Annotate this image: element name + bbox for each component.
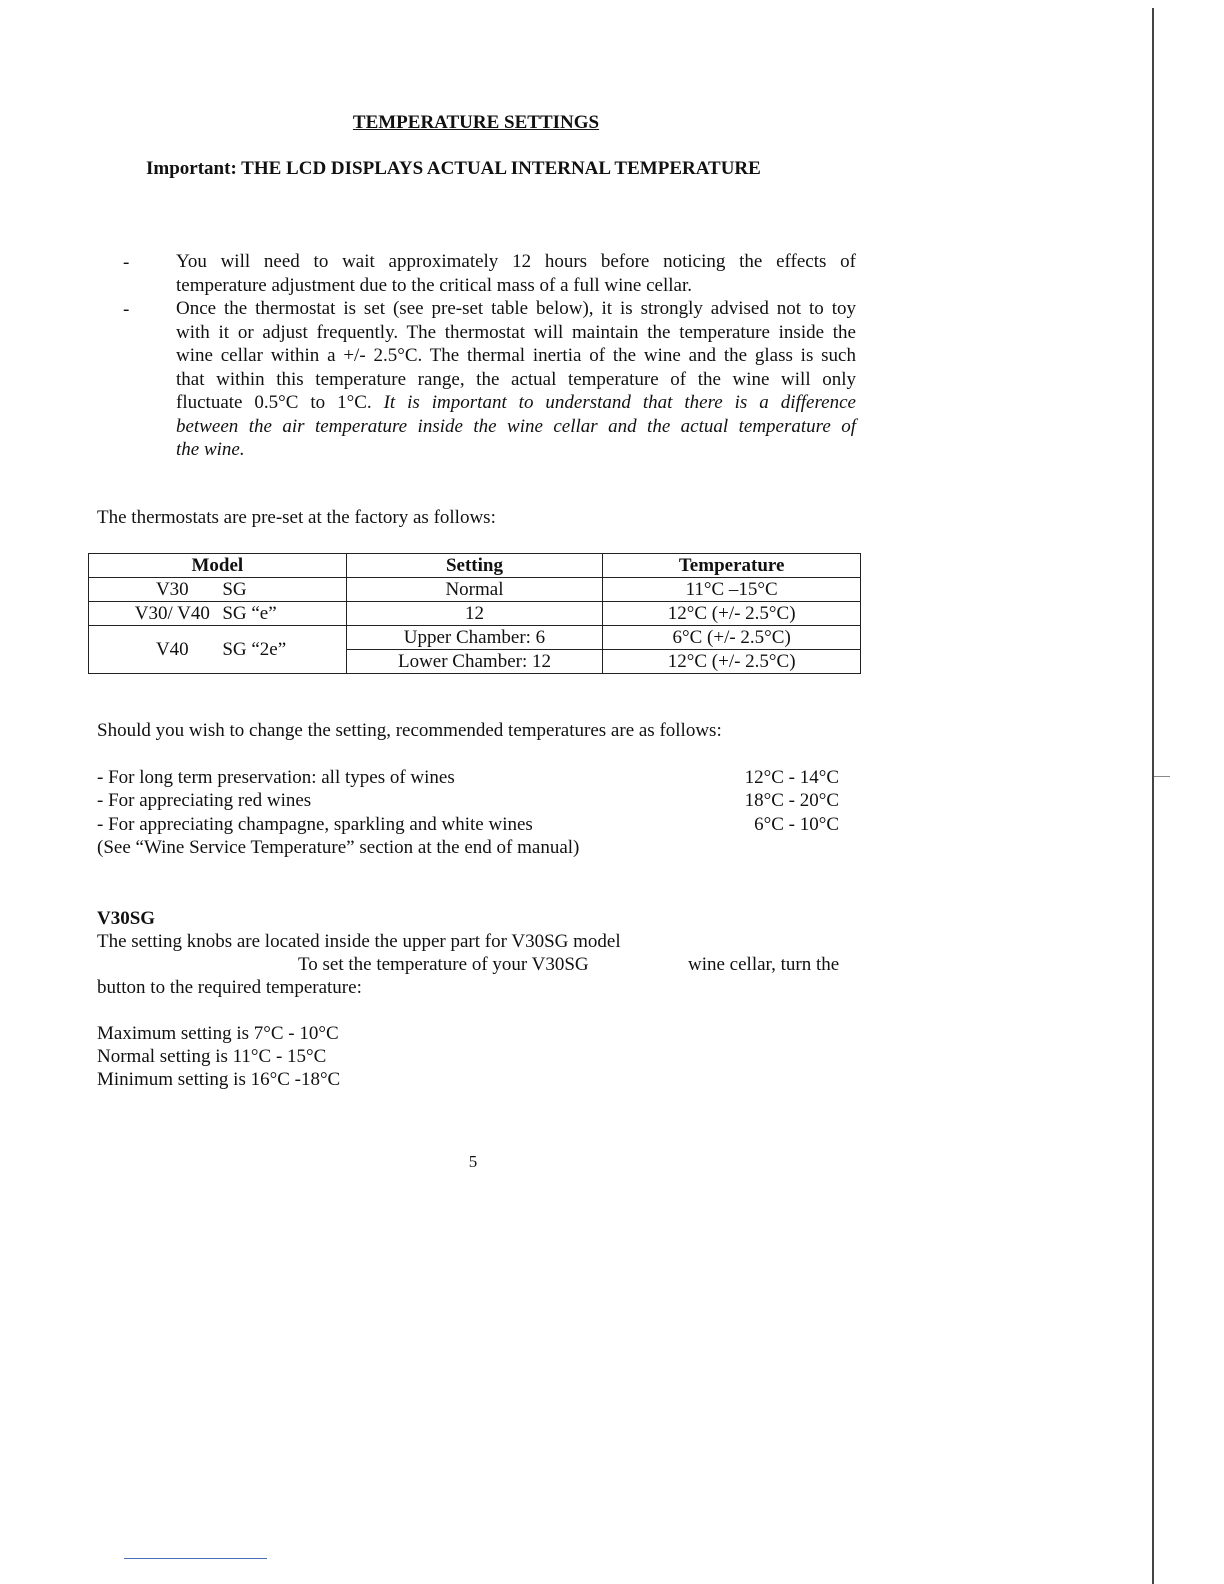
model-cell [89, 602, 347, 626]
paragraph-line: temperature adjustment due to the critical mass of a full wine cellar. [176, 274, 692, 296]
paragraph-line: You will need to wait approximately 12 hours before noticing the effects of [176, 251, 856, 272]
paragraph-line: Once the thermostat is set (see pre-set table below), it is strongly advised not to toy [176, 298, 856, 319]
table-intro: The thermostats are pre-set at the factory as follows: [97, 507, 496, 528]
header-model: Model [89, 554, 347, 578]
table-row [89, 578, 861, 602]
v30sg-line: button to the required temperature: [97, 977, 362, 998]
setting-range: Maximum setting is 7°C - 10°C [97, 1023, 339, 1044]
temperature-cell: 6°C (+/- 2.5°C) [603, 626, 861, 650]
v30sg-line: wine cellar, turn the [688, 954, 840, 975]
paragraph-line: that within this temperature range, the actual temperature of the wine will only [176, 368, 856, 390]
setting-cell: Normal [346, 578, 603, 602]
paragraph-line: wine cellar within a +/- 2.5°C. The thermal inertia of the wine and the glass is such [176, 345, 856, 366]
setting-cell: Lower Chamber: 12 [346, 650, 603, 674]
footnote-rule [124, 1558, 267, 1559]
recommendation-value: 12°C - 14°C [744, 767, 839, 788]
table-header-row [89, 554, 861, 578]
preset-table [88, 553, 861, 674]
bullet-paragraph-wait [176, 250, 856, 297]
header-temperature: Temperature [603, 554, 861, 578]
setting-range: Normal setting is 11°C - 15°C [97, 1046, 327, 1067]
see-note: (See “Wine Service Temperature” section at the end of manual) [97, 837, 580, 858]
table-row [89, 602, 861, 626]
temperature-cell: 12°C (+/- 2.5°C) [603, 602, 861, 626]
temperature-cell: 12°C (+/- 2.5°C) [603, 650, 861, 674]
setting-cell: 12 [346, 602, 603, 626]
header-setting: Setting [346, 554, 603, 578]
model-code: V30 [155, 578, 189, 600]
v30sg-line: The setting knobs are located inside the upper part for V30SG model [97, 931, 621, 952]
recommendation-row [97, 814, 839, 836]
scan-edge-line [1152, 8, 1154, 1584]
scan-mark [1154, 776, 1170, 777]
recommendation-value: 18°C - 20°C [744, 790, 839, 811]
paragraph-line: between the air temperature inside the wine cellar and the actual temperature of [176, 415, 856, 437]
paragraph-italic-text: It is important to understand that there is a difference [383, 392, 856, 413]
model-suffix: SG [222, 578, 247, 600]
setting-cell: Upper Chamber: 6 [346, 626, 603, 650]
page-title: TEMPERATURE SETTINGS [352, 112, 600, 133]
important-notice: Important: THE LCD DISPLAYS ACTUAL INTERNAL TEMPERATURE [146, 158, 761, 179]
page-number: 5 [468, 1152, 478, 1171]
recommendation-label: - For long term preservation: all types of wines [97, 767, 455, 788]
bullet-dash: - [123, 299, 130, 320]
temperature-cell: 11°C –15°C [603, 578, 861, 602]
model-suffix: SG “2e” [222, 638, 287, 660]
paragraph-line [176, 391, 856, 415]
model-code: V40 [155, 638, 189, 660]
recommendation-label: - For appreciating red wines [97, 790, 312, 811]
paragraph-line: with it or adjust frequently. The thermostat will maintain the temperature inside the [176, 321, 856, 343]
recommendation-row [97, 767, 839, 789]
change-intro: Should you wish to change the setting, recommended temperatures are as follows: [97, 720, 722, 741]
setting-range: Minimum setting is 16°C -18°C [97, 1069, 341, 1090]
model-cell [89, 626, 347, 674]
recommendation-row [97, 790, 839, 812]
paragraph-line: the wine. [176, 439, 245, 460]
v30sg-line: To set the temperature of your V30SG [298, 954, 589, 975]
table-row [89, 626, 861, 650]
v30sg-heading: V30SG [97, 908, 156, 929]
recommendation-label: - For appreciating champagne, sparkling and white wines [97, 814, 533, 835]
model-cell [89, 578, 347, 602]
paragraph-text: fluctuate 0.5°C to 1°C. [176, 392, 372, 413]
bullet-dash: - [123, 252, 130, 273]
model-suffix: SG “e” [222, 602, 277, 624]
recommendation-value: 6°C - 10°C [754, 814, 839, 835]
bullet-paragraph-thermostat [176, 297, 856, 462]
model-code: V30/ V40 [134, 602, 210, 624]
